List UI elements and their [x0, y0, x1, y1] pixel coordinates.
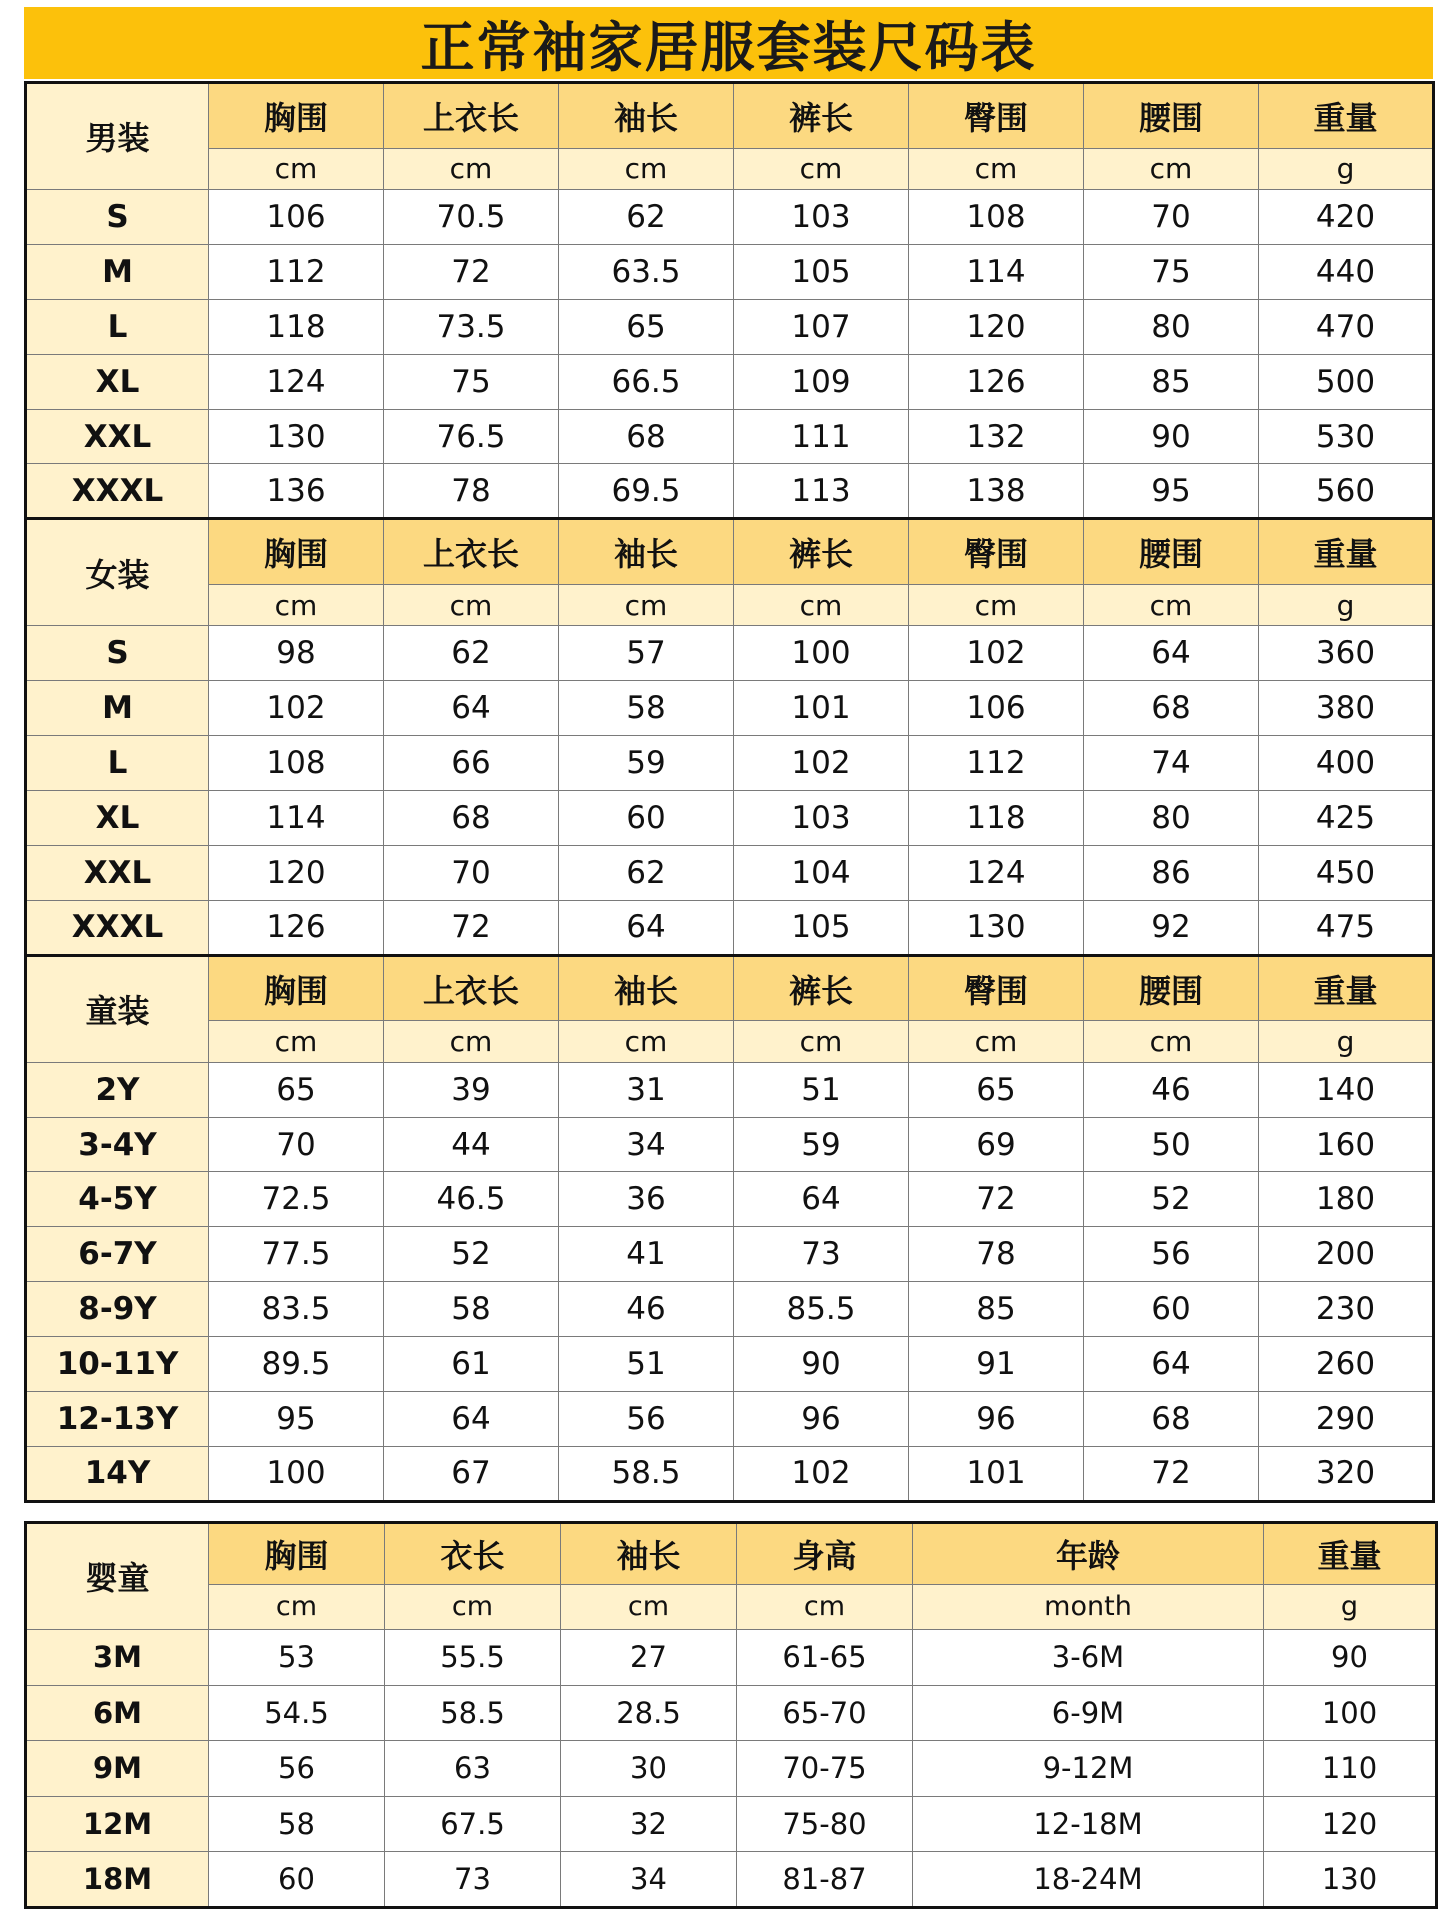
column-header: 裤长: [734, 519, 909, 585]
unit-cell: g: [1259, 584, 1434, 625]
column-header: 袖长: [559, 519, 734, 585]
unit-row: [26, 1585, 1437, 1630]
value-cell: 102: [734, 736, 909, 791]
value-cell: 85: [909, 1282, 1084, 1337]
value-cell: 32: [561, 1796, 737, 1852]
section-header-row: [26, 955, 1434, 1021]
value-cell: 85: [1084, 354, 1259, 409]
unit-cell: month: [913, 1585, 1264, 1630]
unit-row: [26, 1021, 1434, 1062]
value-cell: 44: [384, 1117, 559, 1172]
value-cell: 98: [209, 626, 384, 681]
table-row: [26, 1282, 1434, 1337]
value-cell: 106: [209, 189, 384, 244]
value-cell: 64: [384, 1392, 559, 1447]
value-cell: 41: [559, 1227, 734, 1282]
value-cell: 30: [561, 1741, 737, 1797]
value-cell: 62: [559, 845, 734, 900]
size-cell: 18M: [26, 1852, 209, 1908]
unit-cell: cm: [209, 1585, 385, 1630]
value-cell: 64: [1084, 626, 1259, 681]
value-cell: 72: [909, 1172, 1084, 1227]
page-title: 正常袖家居服套装尺码表: [24, 7, 1433, 79]
size-cell: S: [26, 189, 209, 244]
value-cell: 63: [385, 1741, 561, 1797]
value-cell: 46.5: [384, 1172, 559, 1227]
value-cell: 400: [1259, 736, 1434, 791]
value-cell: 68: [559, 409, 734, 464]
table-row: [26, 354, 1434, 409]
value-cell: 425: [1259, 791, 1434, 846]
value-cell: 112: [209, 244, 384, 299]
value-cell: 64: [734, 1172, 909, 1227]
size-cell: 6M: [26, 1685, 209, 1741]
value-cell: 36: [559, 1172, 734, 1227]
value-cell: 56: [209, 1741, 385, 1797]
column-header: 上衣长: [384, 519, 559, 585]
value-cell: 114: [909, 244, 1084, 299]
table-row: [26, 1172, 1434, 1227]
section-header-row: [26, 83, 1434, 149]
value-cell: 50: [1084, 1117, 1259, 1172]
unit-cell: cm: [1084, 1021, 1259, 1062]
unit-cell: cm: [384, 148, 559, 189]
value-cell: 118: [909, 791, 1084, 846]
value-cell: 73: [734, 1227, 909, 1282]
value-cell: 130: [1264, 1852, 1437, 1908]
value-cell: 66.5: [559, 354, 734, 409]
unit-cell: cm: [909, 584, 1084, 625]
value-cell: 65: [559, 299, 734, 354]
table-row: [26, 1796, 1437, 1852]
value-cell: 54.5: [209, 1685, 385, 1741]
size-cell: XXL: [26, 845, 209, 900]
value-cell: 9-12M: [913, 1741, 1264, 1797]
value-cell: 180: [1259, 1172, 1434, 1227]
unit-cell: cm: [384, 1021, 559, 1062]
value-cell: 58: [384, 1282, 559, 1337]
section-label: 童装: [26, 955, 209, 1062]
value-cell: 290: [1259, 1392, 1434, 1447]
value-cell: 560: [1259, 464, 1434, 519]
unit-cell: cm: [1084, 584, 1259, 625]
column-header: 臀围: [909, 519, 1084, 585]
size-cell: 14Y: [26, 1446, 209, 1501]
value-cell: 130: [209, 409, 384, 464]
value-cell: 101: [734, 681, 909, 736]
unit-cell: cm: [209, 584, 384, 625]
value-cell: 3-6M: [913, 1629, 1264, 1685]
table-row: [26, 791, 1434, 846]
size-cell: 2Y: [26, 1062, 209, 1117]
size-cell: 8-9Y: [26, 1282, 209, 1337]
table-row: [26, 409, 1434, 464]
unit-cell: cm: [559, 1021, 734, 1062]
size-cell: L: [26, 736, 209, 791]
table-row: [26, 681, 1434, 736]
value-cell: 59: [559, 736, 734, 791]
value-cell: 12-18M: [913, 1796, 1264, 1852]
table-row: [26, 299, 1434, 354]
column-header: 年龄: [913, 1523, 1264, 1585]
size-cell: 10-11Y: [26, 1337, 209, 1392]
value-cell: 74: [1084, 736, 1259, 791]
value-cell: 68: [1084, 681, 1259, 736]
table-row: [26, 1062, 1434, 1117]
table-row: [26, 845, 1434, 900]
value-cell: 260: [1259, 1337, 1434, 1392]
value-cell: 75-80: [737, 1796, 913, 1852]
unit-cell: cm: [909, 148, 1084, 189]
value-cell: 110: [1264, 1741, 1437, 1797]
value-cell: 113: [734, 464, 909, 519]
value-cell: 500: [1259, 354, 1434, 409]
column-header: 胸围: [209, 955, 384, 1021]
value-cell: 73: [385, 1852, 561, 1908]
value-cell: 75: [384, 354, 559, 409]
value-cell: 96: [909, 1392, 1084, 1447]
table-row: [26, 464, 1434, 519]
value-cell: 51: [734, 1062, 909, 1117]
unit-cell: cm: [385, 1585, 561, 1630]
value-cell: 69: [909, 1117, 1084, 1172]
value-cell: 58: [559, 681, 734, 736]
size-cell: M: [26, 244, 209, 299]
value-cell: 39: [384, 1062, 559, 1117]
value-cell: 120: [909, 299, 1084, 354]
table-row: [26, 1685, 1437, 1741]
value-cell: 56: [1084, 1227, 1259, 1282]
value-cell: 81-87: [737, 1852, 913, 1908]
value-cell: 105: [734, 900, 909, 955]
table-row: [26, 1392, 1434, 1447]
unit-cell: cm: [909, 1021, 1084, 1062]
table-row: [26, 1227, 1434, 1282]
column-header: 重量: [1259, 955, 1434, 1021]
value-cell: 106: [909, 681, 1084, 736]
size-cell: 6-7Y: [26, 1227, 209, 1282]
value-cell: 72: [384, 900, 559, 955]
value-cell: 66: [384, 736, 559, 791]
value-cell: 80: [1084, 791, 1259, 846]
value-cell: 72: [384, 244, 559, 299]
value-cell: 100: [209, 1446, 384, 1501]
unit-cell: cm: [734, 1021, 909, 1062]
column-header: 腰围: [1084, 519, 1259, 585]
value-cell: 78: [909, 1227, 1084, 1282]
column-header: 胸围: [209, 83, 384, 149]
value-cell: 102: [909, 626, 1084, 681]
value-cell: 31: [559, 1062, 734, 1117]
value-cell: 103: [734, 189, 909, 244]
size-cell: S: [26, 626, 209, 681]
value-cell: 70: [1084, 189, 1259, 244]
value-cell: 28.5: [561, 1685, 737, 1741]
value-cell: 140: [1259, 1062, 1434, 1117]
unit-cell: cm: [559, 148, 734, 189]
value-cell: 83.5: [209, 1282, 384, 1337]
column-header: 衣长: [385, 1523, 561, 1585]
value-cell: 530: [1259, 409, 1434, 464]
value-cell: 60: [559, 791, 734, 846]
table-row: [26, 1741, 1437, 1797]
value-cell: 64: [1084, 1337, 1259, 1392]
size-cell: L: [26, 299, 209, 354]
unit-cell: cm: [209, 148, 384, 189]
size-cell: 3M: [26, 1629, 209, 1685]
value-cell: 76.5: [384, 409, 559, 464]
value-cell: 102: [734, 1446, 909, 1501]
value-cell: 105: [734, 244, 909, 299]
section-header-row: [26, 519, 1434, 585]
unit-cell: cm: [384, 584, 559, 625]
value-cell: 78: [384, 464, 559, 519]
value-cell: 114: [209, 791, 384, 846]
value-cell: 58: [209, 1796, 385, 1852]
unit-cell: cm: [734, 584, 909, 625]
unit-cell: cm: [209, 1021, 384, 1062]
column-header: 裤长: [734, 955, 909, 1021]
value-cell: 85.5: [734, 1282, 909, 1337]
value-cell: 124: [909, 845, 1084, 900]
value-cell: 138: [909, 464, 1084, 519]
table-row: [26, 244, 1434, 299]
value-cell: 60: [209, 1852, 385, 1908]
column-header: 上衣长: [384, 83, 559, 149]
column-header: 袖长: [559, 955, 734, 1021]
size-cell: XXXL: [26, 900, 209, 955]
unit-row: [26, 584, 1434, 625]
value-cell: 160: [1259, 1117, 1434, 1172]
size-cell: XXL: [26, 409, 209, 464]
value-cell: 69.5: [559, 464, 734, 519]
size-cell: 3-4Y: [26, 1117, 209, 1172]
value-cell: 360: [1259, 626, 1434, 681]
value-cell: 61-65: [737, 1629, 913, 1685]
column-header: 重量: [1259, 519, 1434, 585]
column-header: 袖长: [561, 1523, 737, 1585]
value-cell: 6-9M: [913, 1685, 1264, 1741]
value-cell: 126: [209, 900, 384, 955]
value-cell: 70.5: [384, 189, 559, 244]
value-cell: 52: [384, 1227, 559, 1282]
value-cell: 51: [559, 1337, 734, 1392]
table-row: [26, 189, 1434, 244]
value-cell: 104: [734, 845, 909, 900]
section-header-row: [26, 1523, 1437, 1585]
value-cell: 52: [1084, 1172, 1259, 1227]
column-header: 裤长: [734, 83, 909, 149]
value-cell: 95: [209, 1392, 384, 1447]
value-cell: 59: [734, 1117, 909, 1172]
value-cell: 56: [559, 1392, 734, 1447]
value-cell: 18-24M: [913, 1852, 1264, 1908]
size-cell: XXXL: [26, 464, 209, 519]
table-row: [26, 626, 1434, 681]
value-cell: 91: [909, 1337, 1084, 1392]
value-cell: 46: [1084, 1062, 1259, 1117]
value-cell: 96: [734, 1392, 909, 1447]
size-cell: M: [26, 681, 209, 736]
value-cell: 64: [384, 681, 559, 736]
value-cell: 90: [734, 1337, 909, 1392]
value-cell: 63.5: [559, 244, 734, 299]
table-row: [26, 1852, 1437, 1908]
value-cell: 80: [1084, 299, 1259, 354]
value-cell: 68: [1084, 1392, 1259, 1447]
column-header: 身高: [737, 1523, 913, 1585]
size-cell: XL: [26, 354, 209, 409]
unit-cell: cm: [1084, 148, 1259, 189]
value-cell: 450: [1259, 845, 1434, 900]
value-cell: 64: [559, 900, 734, 955]
value-cell: 101: [909, 1446, 1084, 1501]
value-cell: 34: [561, 1852, 737, 1908]
unit-cell: cm: [737, 1585, 913, 1630]
value-cell: 67.5: [385, 1796, 561, 1852]
value-cell: 320: [1259, 1446, 1434, 1501]
value-cell: 62: [384, 626, 559, 681]
value-cell: 60: [1084, 1282, 1259, 1337]
value-cell: 75: [1084, 244, 1259, 299]
value-cell: 126: [909, 354, 1084, 409]
value-cell: 34: [559, 1117, 734, 1172]
column-header: 袖长: [559, 83, 734, 149]
value-cell: 95: [1084, 464, 1259, 519]
value-cell: 62: [559, 189, 734, 244]
value-cell: 124: [209, 354, 384, 409]
value-cell: 55.5: [385, 1629, 561, 1685]
value-cell: 380: [1259, 681, 1434, 736]
size-cell: 12M: [26, 1796, 209, 1852]
table-row: [26, 900, 1434, 955]
size-cell: 12-13Y: [26, 1392, 209, 1447]
column-header: 胸围: [209, 1523, 385, 1585]
value-cell: 420: [1259, 189, 1434, 244]
value-cell: 100: [734, 626, 909, 681]
unit-cell: cm: [734, 148, 909, 189]
value-cell: 46: [559, 1282, 734, 1337]
column-header: 臀围: [909, 83, 1084, 149]
value-cell: 100: [1264, 1685, 1437, 1741]
section-label: 女装: [26, 519, 209, 626]
value-cell: 72: [1084, 1446, 1259, 1501]
value-cell: 107: [734, 299, 909, 354]
table-row: [26, 1446, 1434, 1501]
size-cell: 4-5Y: [26, 1172, 209, 1227]
section-label: 男装: [26, 83, 209, 190]
value-cell: 65: [209, 1062, 384, 1117]
value-cell: 27: [561, 1629, 737, 1685]
size-table-baby: [24, 1521, 1438, 1909]
value-cell: 120: [1264, 1796, 1437, 1852]
unit-cell: cm: [559, 584, 734, 625]
table-row: [26, 1117, 1434, 1172]
column-header: 重量: [1264, 1523, 1437, 1585]
value-cell: 103: [734, 791, 909, 846]
size-cell: XL: [26, 791, 209, 846]
value-cell: 67: [384, 1446, 559, 1501]
value-cell: 90: [1264, 1629, 1437, 1685]
value-cell: 86: [1084, 845, 1259, 900]
column-header: 腰围: [1084, 955, 1259, 1021]
column-header: 重量: [1259, 83, 1434, 149]
value-cell: 89.5: [209, 1337, 384, 1392]
value-cell: 132: [909, 409, 1084, 464]
value-cell: 111: [734, 409, 909, 464]
value-cell: 57: [559, 626, 734, 681]
unit-cell: g: [1259, 148, 1434, 189]
column-header: 腰围: [1084, 83, 1259, 149]
value-cell: 77.5: [209, 1227, 384, 1282]
size-table-main: [24, 81, 1435, 1503]
value-cell: 109: [734, 354, 909, 409]
value-cell: 92: [1084, 900, 1259, 955]
value-cell: 53: [209, 1629, 385, 1685]
value-cell: 475: [1259, 900, 1434, 955]
value-cell: 58.5: [559, 1446, 734, 1501]
section-label: 婴童: [26, 1523, 209, 1630]
value-cell: 120: [209, 845, 384, 900]
value-cell: 72.5: [209, 1172, 384, 1227]
unit-cell: g: [1259, 1021, 1434, 1062]
value-cell: 230: [1259, 1282, 1434, 1337]
value-cell: 58.5: [385, 1685, 561, 1741]
value-cell: 136: [209, 464, 384, 519]
value-cell: 61: [384, 1337, 559, 1392]
unit-cell: cm: [561, 1585, 737, 1630]
table-row: [26, 1337, 1434, 1392]
column-header: 上衣长: [384, 955, 559, 1021]
value-cell: 108: [909, 189, 1084, 244]
value-cell: 65: [909, 1062, 1084, 1117]
value-cell: 470: [1259, 299, 1434, 354]
value-cell: 130: [909, 900, 1084, 955]
value-cell: 118: [209, 299, 384, 354]
value-cell: 70: [384, 845, 559, 900]
value-cell: 108: [209, 736, 384, 791]
value-cell: 68: [384, 791, 559, 846]
value-cell: 70: [209, 1117, 384, 1172]
table-row: [26, 1629, 1437, 1685]
value-cell: 70-75: [737, 1741, 913, 1797]
value-cell: 200: [1259, 1227, 1434, 1282]
table-row: [26, 736, 1434, 791]
column-header: 胸围: [209, 519, 384, 585]
value-cell: 90: [1084, 409, 1259, 464]
value-cell: 102: [209, 681, 384, 736]
value-cell: 440: [1259, 244, 1434, 299]
unit-cell: g: [1264, 1585, 1437, 1630]
value-cell: 73.5: [384, 299, 559, 354]
column-header: 臀围: [909, 955, 1084, 1021]
size-cell: 9M: [26, 1741, 209, 1797]
value-cell: 65-70: [737, 1685, 913, 1741]
value-cell: 112: [909, 736, 1084, 791]
unit-row: [26, 148, 1434, 189]
